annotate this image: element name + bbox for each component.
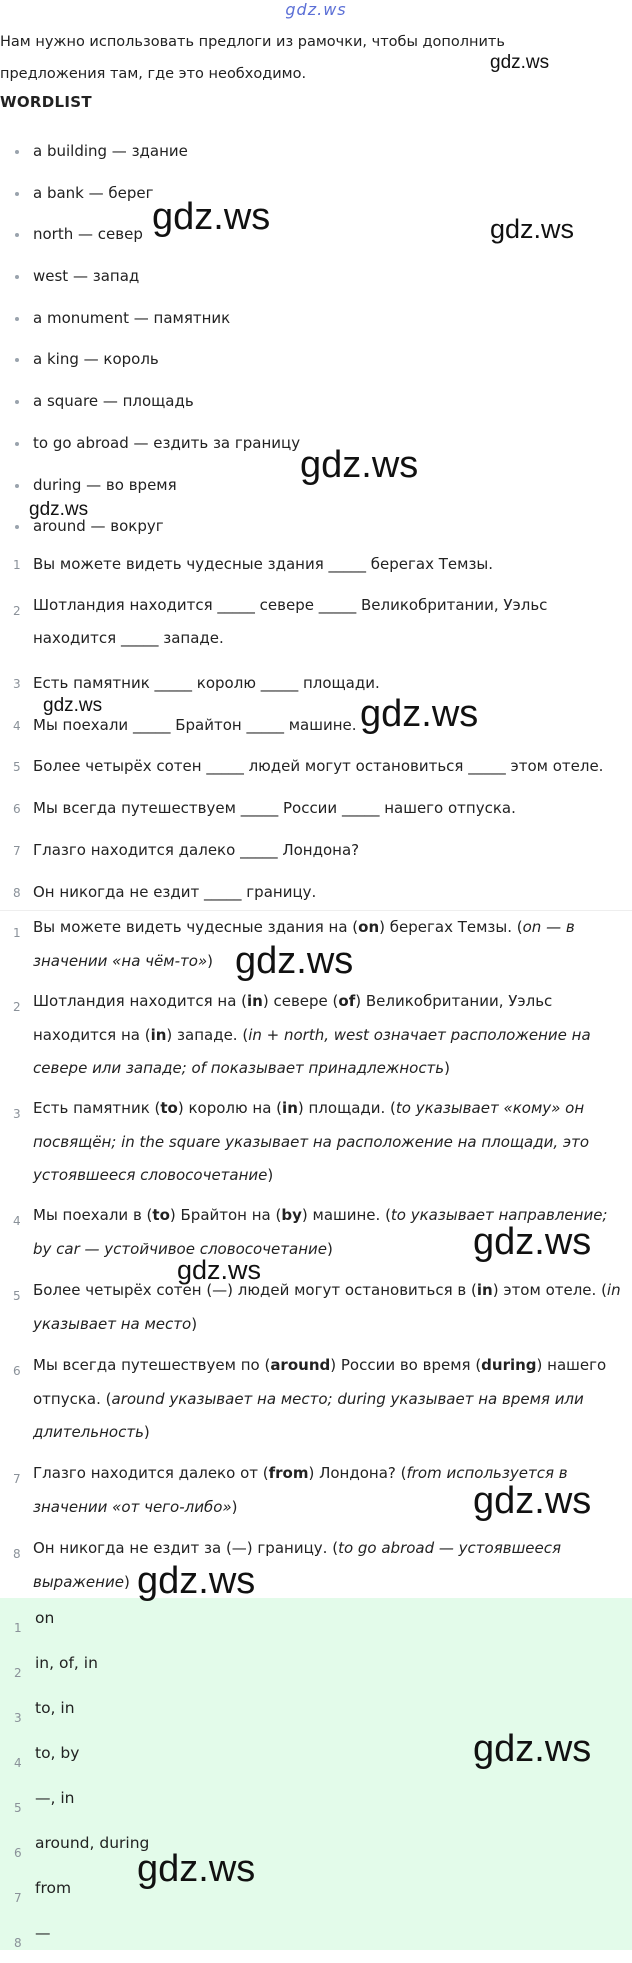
explanation-number: 3 bbox=[13, 1107, 21, 1121]
watermark: gdz.ws bbox=[43, 695, 103, 716]
answer-row: 8 — bbox=[0, 1913, 632, 1958]
answer-number: 4 bbox=[14, 1756, 22, 1770]
bullet-icon bbox=[15, 317, 19, 321]
explanation-number: 4 bbox=[13, 1214, 21, 1228]
sentence-row: 6 Мы всегда путешествуем _____ России _____ нашего отпуска. bbox=[0, 797, 632, 839]
sentence-number: 6 bbox=[13, 802, 21, 817]
wordlist-item: during — во время bbox=[0, 474, 300, 516]
answer-number: 8 bbox=[14, 1936, 22, 1950]
answer-row: 6 around, during bbox=[0, 1823, 632, 1868]
watermark: gdz.ws bbox=[473, 1221, 592, 1263]
sentence-number: 5 bbox=[13, 760, 21, 775]
wordlist-item: around — вокруг bbox=[0, 515, 300, 557]
answer-number: 6 bbox=[14, 1846, 22, 1860]
sentence-row: 7 Глазго находится далеко _____ Лондона? bbox=[0, 839, 632, 881]
watermark: gdz.ws bbox=[137, 1560, 256, 1602]
watermark: gdz.ws bbox=[473, 1728, 592, 1770]
wordlist-item: a building — здание bbox=[0, 140, 300, 182]
answer-row: 5 —, in bbox=[0, 1778, 632, 1823]
bullet-icon bbox=[15, 525, 19, 529]
answer-number: 7 bbox=[14, 1891, 22, 1905]
bullet-icon bbox=[15, 484, 19, 488]
wordlist-item: west — запад bbox=[0, 265, 300, 307]
explanation-item: 5 Более четырёх сотен (—) людей могут остановиться в (in) этом отеле. (in указывает на место) bbox=[13, 1281, 621, 1333]
watermark: gdz.ws bbox=[177, 1255, 262, 1285]
watermark: gdz.ws bbox=[235, 940, 354, 982]
wordlist-title: WORDLIST bbox=[0, 93, 92, 111]
bullet-icon bbox=[15, 442, 19, 446]
answer-row: 2 in, of, in bbox=[0, 1643, 632, 1688]
task-intro: Нам нужно использовать предлоги из рамочки, чтобы дополнить предложения там, где это необходимо. bbox=[0, 34, 505, 82]
wordlist-item: north — север bbox=[0, 223, 300, 265]
watermark: gdz.ws bbox=[152, 196, 271, 238]
bullet-icon bbox=[15, 400, 19, 404]
watermark: gdz.ws bbox=[360, 693, 479, 735]
wordlist-item: to go abroad — ездить за границу bbox=[0, 432, 300, 474]
watermark: gdz.ws bbox=[137, 1848, 256, 1890]
answer-number: 3 bbox=[14, 1711, 22, 1725]
answers-block bbox=[0, 1598, 632, 1950]
sentence-number: 4 bbox=[13, 718, 21, 733]
explanation-item: 7 Глазго находится далеко от (from) Лондона? (from используется в значении «от чего-либо») bbox=[13, 1464, 568, 1516]
bullet-icon bbox=[15, 150, 19, 154]
sentence-number: 1 bbox=[13, 558, 21, 572]
bullet-icon bbox=[15, 192, 19, 196]
wordlist-item: a king — король bbox=[0, 348, 300, 390]
explanation-item: 8 Он никогда не ездит за (—) границу. (to go abroad — устоявшееся выражение) bbox=[13, 1539, 562, 1591]
watermark: gdz.ws bbox=[29, 499, 89, 520]
watermark: gdz.ws bbox=[300, 444, 419, 486]
answer-number: 5 bbox=[14, 1801, 22, 1815]
explanation-number: 6 bbox=[13, 1364, 21, 1378]
watermark: gdz.ws bbox=[490, 52, 550, 73]
answer-row: 1 on bbox=[0, 1598, 632, 1643]
explanation-item: 6 Мы всегда путешествуем по (around) России во время (during) нашего отпуска. (around указывает на место; during указывает на время или длительность) bbox=[13, 1356, 607, 1441]
sentence-row: 1 Вы можете видеть чудесные здания _____ берегах Темзы. bbox=[0, 553, 632, 595]
bullet-icon bbox=[15, 358, 19, 362]
explanation-number: 8 bbox=[13, 1547, 21, 1561]
sentence-row: 2 Шотландия находится _____ севере _____ Великобритании, Уэльс находится _____ западе. bbox=[13, 595, 548, 647]
sentence-row: 8 Он никогда не ездит _____ границу. bbox=[0, 881, 632, 923]
answer-number: 1 bbox=[14, 1621, 22, 1635]
wordlist-item: a square — площадь bbox=[0, 390, 300, 432]
sentence-number: 2 bbox=[13, 603, 21, 618]
site-logo[interactable]: gdz.ws bbox=[285, 0, 347, 19]
sentence-number: 7 bbox=[13, 843, 21, 858]
wordlist-item: a monument — памятник bbox=[0, 307, 300, 349]
answer-number: 2 bbox=[14, 1666, 22, 1680]
exercise-sentences bbox=[0, 553, 632, 922]
explanation-number: 2 bbox=[13, 1000, 21, 1014]
sentence-row: 5 Более четырёх сотен _____ людей могут остановиться _____ этом отеле. bbox=[0, 755, 632, 797]
bullet-icon bbox=[15, 275, 19, 279]
explanation-number: 7 bbox=[13, 1472, 21, 1486]
wordlist-item: a bank — берег bbox=[0, 182, 300, 224]
sentence-number: 8 bbox=[13, 885, 21, 900]
watermark: gdz.ws bbox=[490, 214, 575, 244]
answer-row: 3 to, in bbox=[0, 1688, 632, 1733]
explanation-number: 1 bbox=[13, 926, 21, 940]
explanation-item: 3 Есть памятник (to) королю на (in) площади. (to указывает «кому» он посвящён; in the square указывает на расположение на площади, это устоявшееся словосочетание) bbox=[13, 1099, 590, 1184]
explanation-item: 1 Вы можете видеть чудесные здания на (on) берегах Темзы. (on — в значении «на чём-то») bbox=[13, 918, 575, 970]
answer-row: 4 to, by bbox=[0, 1733, 632, 1778]
sentence-number: 3 bbox=[13, 677, 21, 692]
explanation-item: 4 Мы поехали в (to) Брайтон на (by) машине. (to указывает направление; by car — устойчивое словосочетание) bbox=[13, 1206, 608, 1258]
watermark: gdz.ws bbox=[473, 1480, 592, 1522]
sentence-row: 4 Мы поехали _____ Брайтон _____ машине. bbox=[0, 714, 632, 756]
explanation-number: 5 bbox=[13, 1289, 21, 1303]
bullet-icon bbox=[15, 233, 19, 237]
sentence-row: 3 Есть памятник _____ королю _____ площади. bbox=[0, 672, 632, 714]
explanation-item: 2 Шотландия находится на (in) севере (of) Великобритании, Уэльс находится на (in) западе. (in + north, west означает расположение на севере или западе; of показывает принадлежность) bbox=[13, 992, 591, 1077]
answer-row: 7 from bbox=[0, 1868, 632, 1913]
